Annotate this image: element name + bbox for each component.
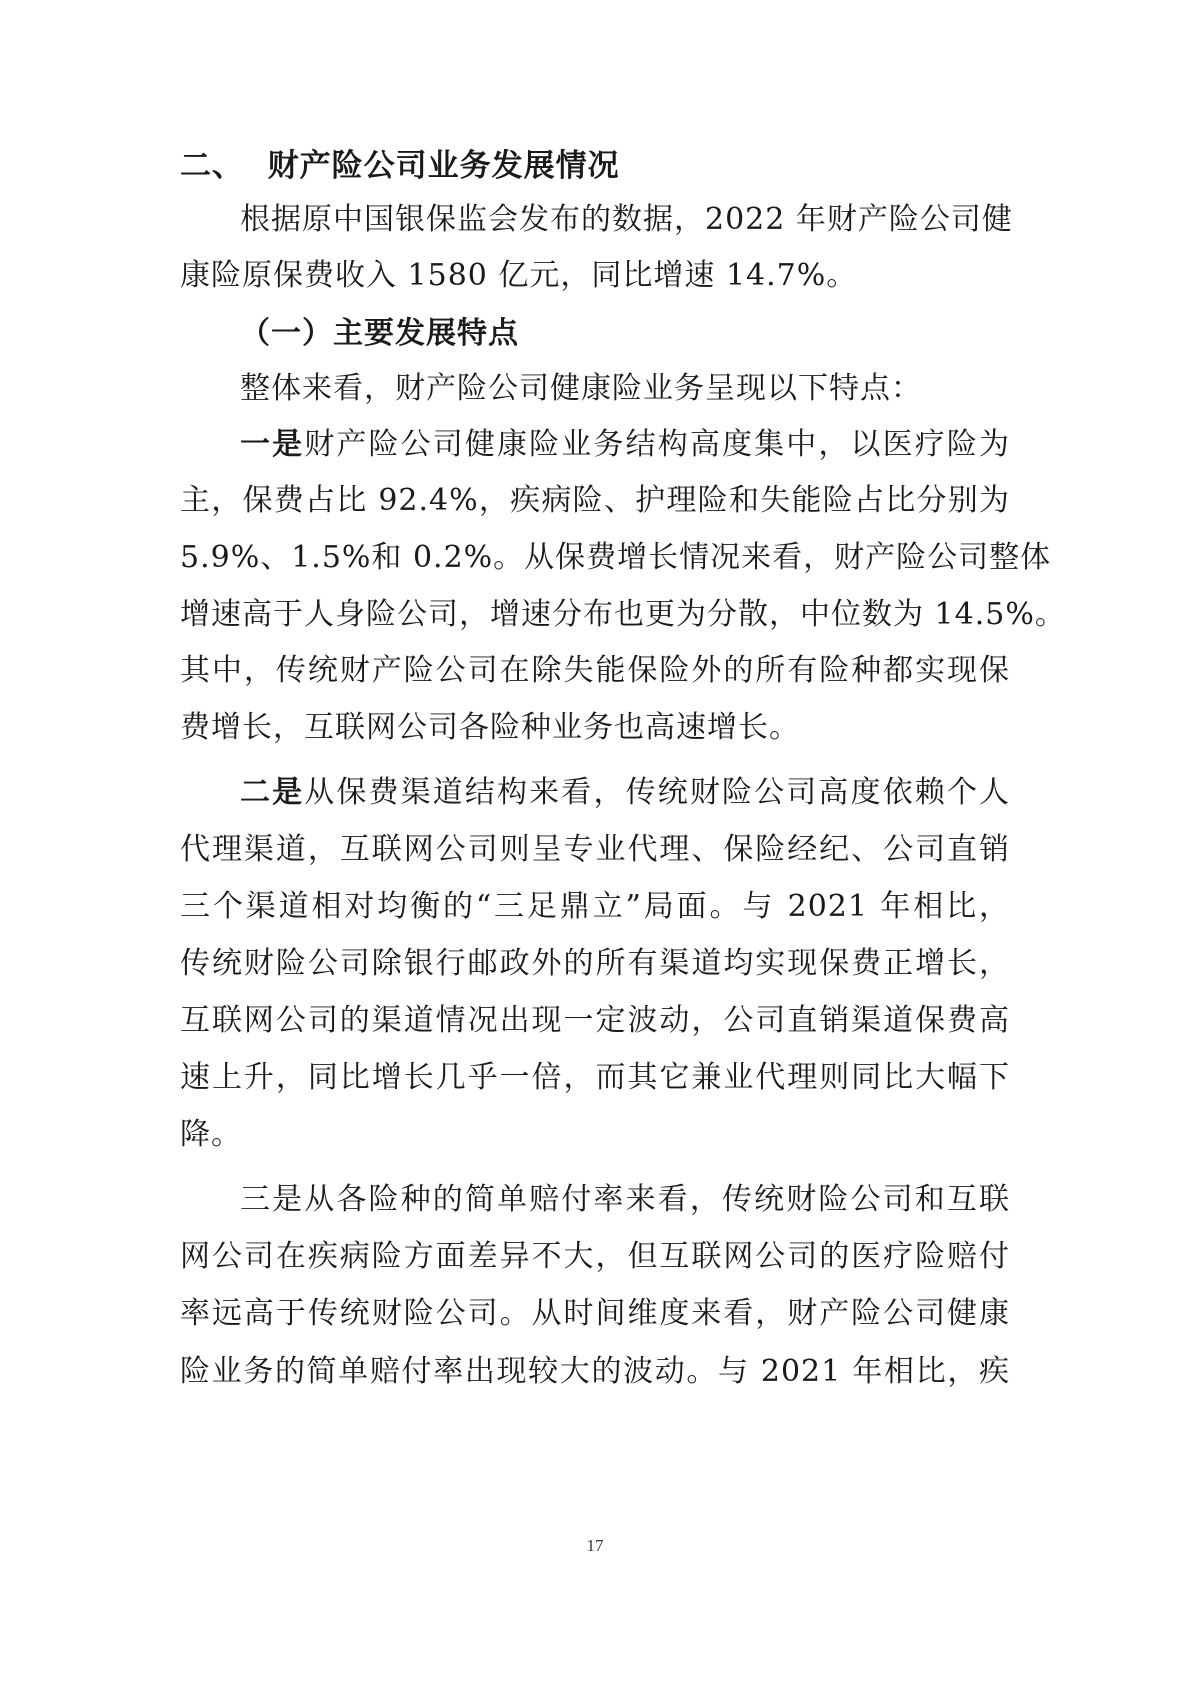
section-title: 财产险公司业务发展情况 [267,148,620,184]
point1-first-line [240,425,1010,465]
point2-line: 代理渠道，互联网公司则呈专业代理、保险经纪、公司直销 [180,832,1010,867]
point3-line: 率远高于传统财险公司。从时间维度来看，财产险公司健康 [180,1296,1010,1331]
intro-line: 康险原保费收入 1580 亿元，同比增速 14.7%。 [180,258,858,293]
overview-paragraph: 整体来看，财产险公司健康险业务呈现以下特点： [240,371,922,406]
point1-line: 5.9%、1.5%和 0.2%。从保费增长情况来看，财产险公司整体 [180,540,1052,575]
point2-line: 互联网公司的渠道情况出现一定波动，公司直销渠道保费高 [180,1003,1010,1038]
point3-first-line: 三是从各险种的简单赔付率来看，传统财险公司和互联 [240,1182,1010,1217]
page-number: 17 [586,1536,604,1555]
point3-line: 网公司在疾病险方面差异不大，但互联网公司的医疗险赔付 [180,1239,1010,1274]
section-number: 二、 [180,148,244,184]
point3-line: 险业务的简单赔付率出现较大的波动。与 2021 年相比，疾 [180,1354,1010,1389]
point2-line: 传统财险公司除银行邮政外的所有渠道均实现保费正增长， [180,946,1010,981]
point1-line: 增速高于人身险公司，增速分布也更为分散，中位数为 14.5%。 [180,597,1066,632]
point1-first-text: 财产险公司健康险业务结构高度集中，以医疗险为 [304,427,1011,462]
point2-first-text: 从保费渠道结构来看，传统财险公司高度依赖个人 [304,775,1011,810]
subsection-heading: （一）主要发展特点 [240,316,519,351]
point2-line: 速上升，同比增长几乎一倍，而其它兼业代理则同比大幅下 [180,1060,1010,1095]
point2-line: 三个渠道相对均衡的“三足鼎立”局面。与 2021 年相比， [180,889,1010,924]
point1-line: 费增长，互联网公司各险种业务也高速增长。 [180,710,800,745]
point2-line: 降。 [180,1117,242,1152]
point1-line: 其中，传统财产险公司在除失能保险外的所有险种都实现保 [180,653,1010,688]
point1-line: 主，保费占比 92.4%，疾病险、护理险和失能险占比分别为 [180,483,1010,518]
section-heading [180,146,1010,186]
point2-lead: 二是 [240,775,305,810]
point1-lead: 一是 [240,427,305,462]
point2-first-line [240,773,1010,813]
intro-line: 根据原中国银保监会发布的数据，2022 年财产险公司健 [240,202,1013,237]
